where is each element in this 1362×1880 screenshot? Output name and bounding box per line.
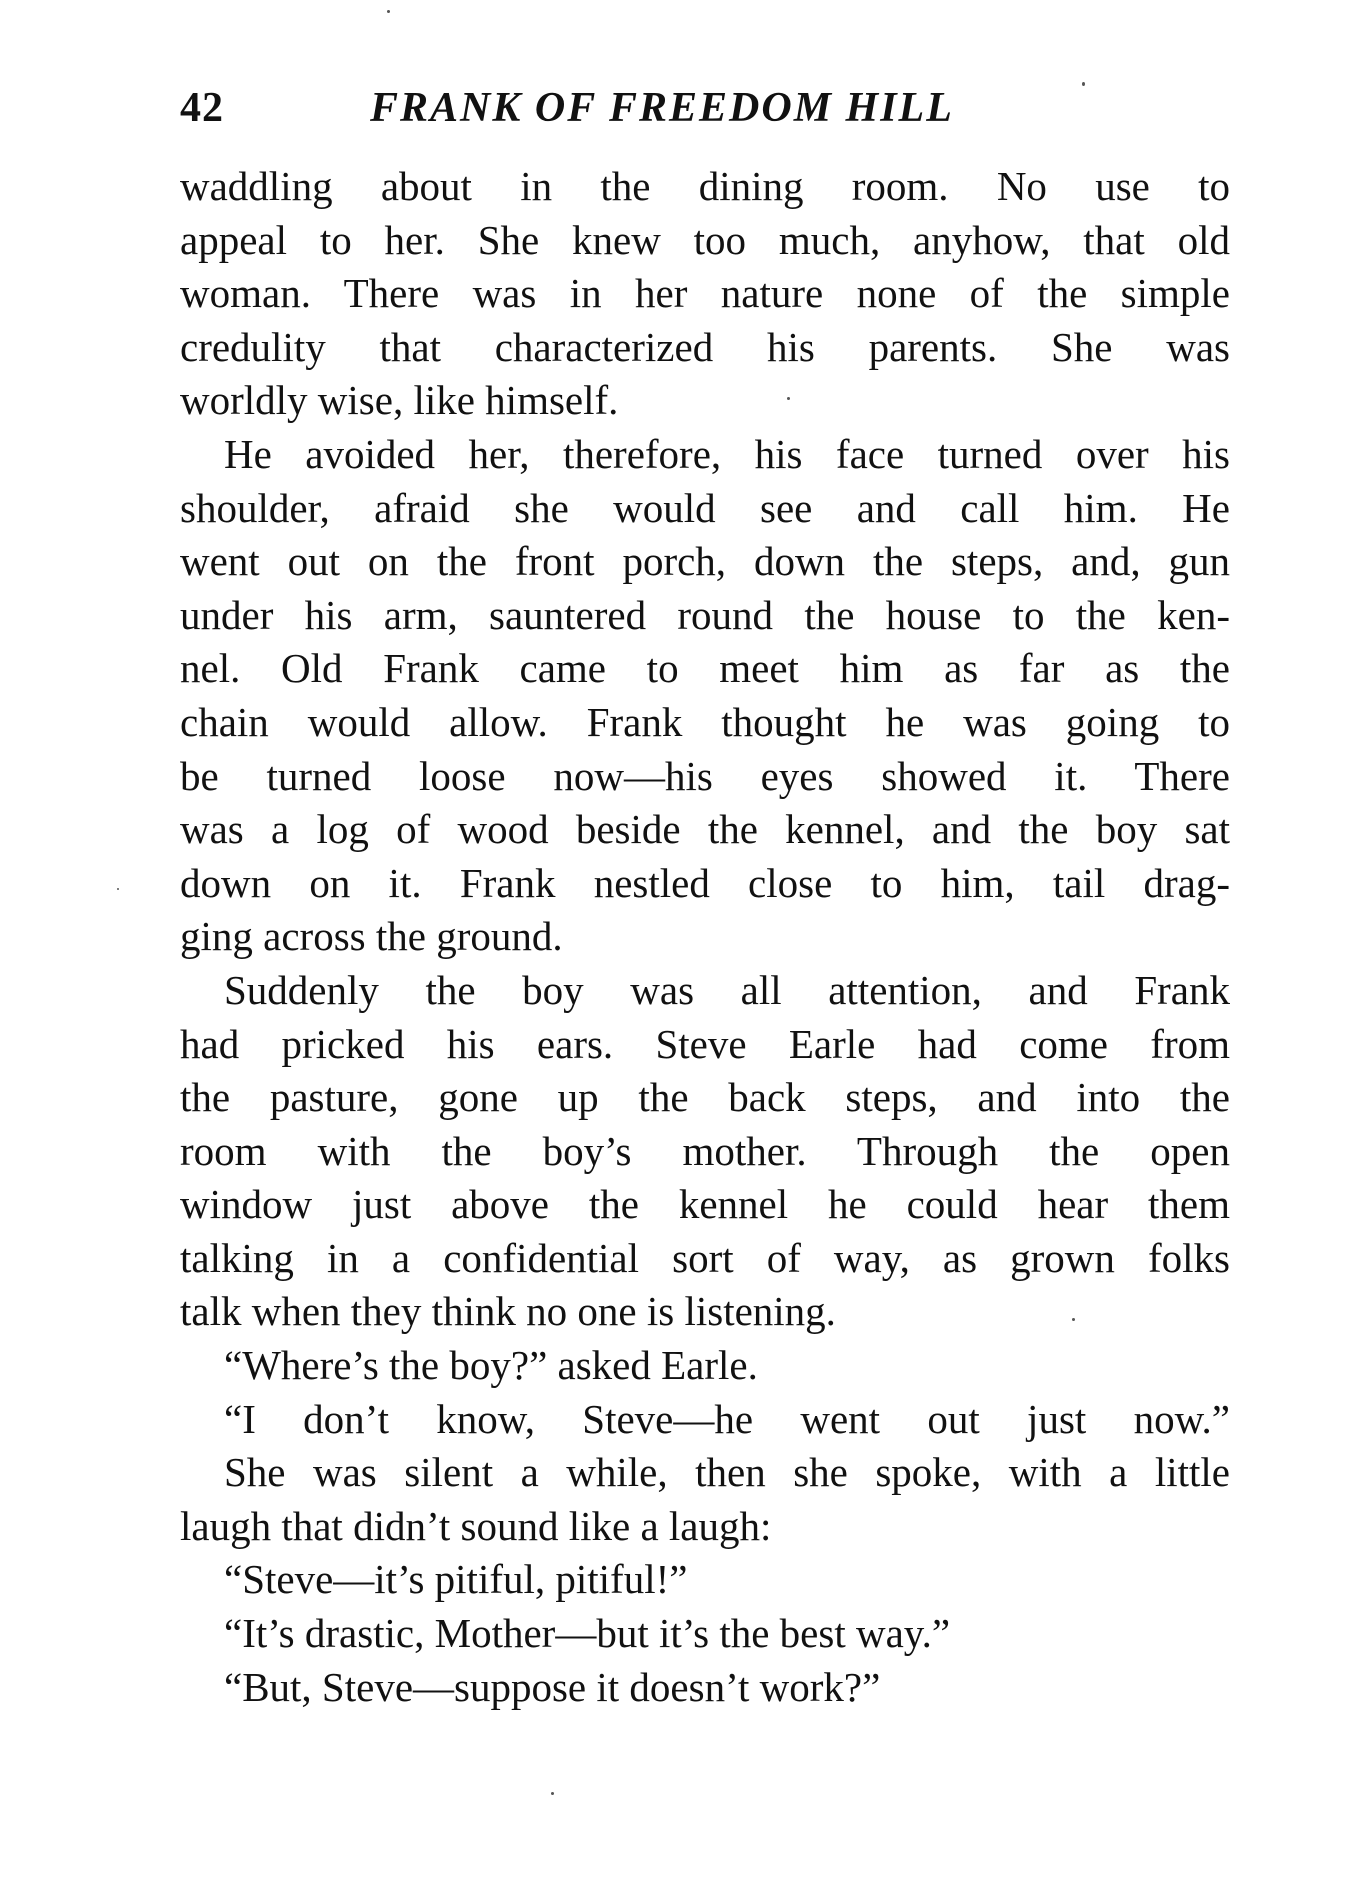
text-line: “But, Steve—suppose it doesn’t work?” xyxy=(224,1663,881,1710)
text-line: “Steve—it’s pitiful, pitiful!” xyxy=(224,1556,688,1603)
text-line: be turned loose now—his eyes showed it. There xyxy=(180,752,1230,799)
text-line: She was silent a while, then she spoke, with a little xyxy=(224,1449,1230,1496)
text-line: talking in a confidential sort of way, as grown folks xyxy=(180,1234,1230,1281)
scan-speck xyxy=(1072,1318,1075,1321)
running-head xyxy=(180,84,1230,144)
text-line: Suddenly the boy was all attention, and Frank xyxy=(224,966,1230,1013)
text-line: worldly wise, like himself. xyxy=(180,377,619,424)
scan-speck xyxy=(117,888,119,890)
text-line: the pasture, gone up the back steps, and into the xyxy=(180,1074,1230,1121)
text-line: window just above the kennel he could hear them xyxy=(180,1181,1230,1228)
text-line: waddling about in the dining room. No use to xyxy=(180,163,1230,209)
text-line: woman. There was in her nature none of the simple xyxy=(180,270,1230,317)
book-title: FRANK OF FREEDOM HILL xyxy=(370,85,954,131)
text-line: shoulder, afraid she would see and call him. He xyxy=(180,484,1230,531)
scan-speck xyxy=(1082,82,1085,86)
scan-speck xyxy=(387,10,390,13)
text-line: talk when they think no one is listening. xyxy=(180,1288,836,1335)
text-line: nel. Old Frank came to meet him as far as the xyxy=(180,645,1230,692)
text-line: room with the boy’s mother. Through the open xyxy=(180,1127,1230,1174)
text-line: “I don’t know, Steve—he went out just now.” xyxy=(224,1395,1230,1442)
text-line: “It’s drastic, Mother—but it’s the best way.” xyxy=(224,1610,951,1657)
text-line: appeal to her. She knew too much, anyhow, that old xyxy=(180,216,1230,263)
text-line: under his arm, sauntered round the house to the ken- xyxy=(180,591,1230,638)
text-line: credulity that characterized his parents. She was xyxy=(180,323,1230,370)
text-line: “Where’s the boy?” asked Earle. xyxy=(224,1342,758,1389)
text-line: He avoided her, therefore, his face turned over his xyxy=(224,430,1230,477)
page-number: 42 xyxy=(180,85,224,131)
text-line: had pricked his ears. Steve Earle had come from xyxy=(180,1020,1230,1067)
text-line: chain would allow. Frank thought he was going to xyxy=(180,698,1230,745)
text-line: down on it. Frank nestled close to him, tail drag- xyxy=(180,859,1230,906)
text-line: laugh that didn’t sound like a laugh: xyxy=(180,1502,772,1549)
scan-speck xyxy=(787,397,790,400)
body-text xyxy=(180,160,1230,1714)
text-line: ging across the ground. xyxy=(180,913,563,960)
text-line: went out on the front porch, down the steps, and, gun xyxy=(180,538,1230,585)
scan-speck xyxy=(551,1792,554,1795)
text-line: was a log of wood beside the kennel, and the boy sat xyxy=(180,806,1230,853)
